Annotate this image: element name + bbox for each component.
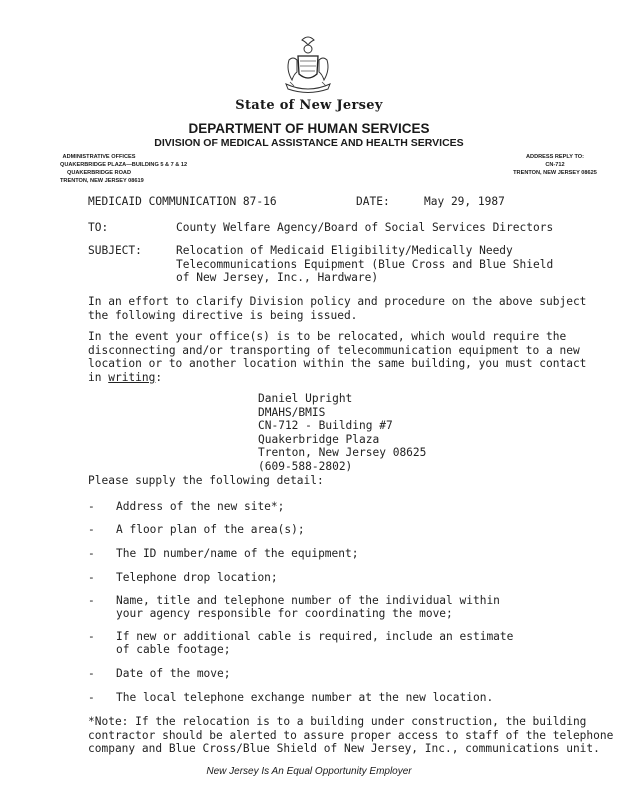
state-name: State of New Jersey — [235, 98, 383, 113]
division-title: DIVISION OF MEDICAL ASSISTANCE AND HEALTH SERVICES — [154, 137, 464, 149]
administrative-offices-address: ADMINISTRATIVE OFFICES QUAKERBRIDGE PLAZA—BUILDING 5 & 7 & 12 QUAKERBRIDGE ROAD TRENTON, NEW JERSEY 08619 — [60, 154, 188, 184]
writing-emphasis: writing — [108, 370, 156, 384]
intro-paragraph: In an effort to clarify Division policy and procedure on the above subject the following directive is being issued. — [88, 295, 587, 322]
supply-intro: Please supply the following detail: — [88, 474, 324, 487]
subject-value: Relocation of Medicaid Eligibility/Medically Needy Telecommunications Equipment (Blue Cross and Blue Shield of New Jersey, Inc., Hardware) — [176, 244, 554, 285]
equal-opportunity-footer: New Jersey Is An Equal Opportunity Employer — [206, 766, 412, 777]
state-seal-logo — [280, 34, 336, 96]
communication-number: MEDICAID COMMUNICATION 87-16 — [88, 195, 277, 208]
footnote: *Note: If the relocation is to a building under construction, the building contractor should be alerted to assure proper access to staff of the telephone company and Blue Cross/Blue Shield of New Jersey, Inc., communications unit. — [88, 715, 614, 756]
reply-to-address: ADDRESS REPLY TO: CN-712 TRENTON, NEW JERSEY 08625 — [513, 154, 597, 176]
subject-label: SUBJECT: — [88, 244, 142, 257]
relocation-paragraph: In the event your office(s) is to be relocated, which would require the disconnecting and/or transporting of telecommunication equipment to a new location or to another location within the same building, you must contact in writing: — [88, 330, 587, 384]
contact-address-block: Daniel Upright DMAHS/BMIS CN-712 - Building #7 Quakerbridge Plaza Trenton, New Jersey 08625 (609-588-2802) — [258, 392, 427, 473]
to-label: TO: — [88, 221, 109, 234]
department-title: DEPARTMENT OF HUMAN SERVICES — [188, 121, 430, 136]
to-value: County Welfare Agency/Board of Social Services Directors — [176, 221, 554, 234]
date-value: May 29, 1987 — [424, 195, 505, 208]
date-label: DATE: — [356, 195, 390, 208]
